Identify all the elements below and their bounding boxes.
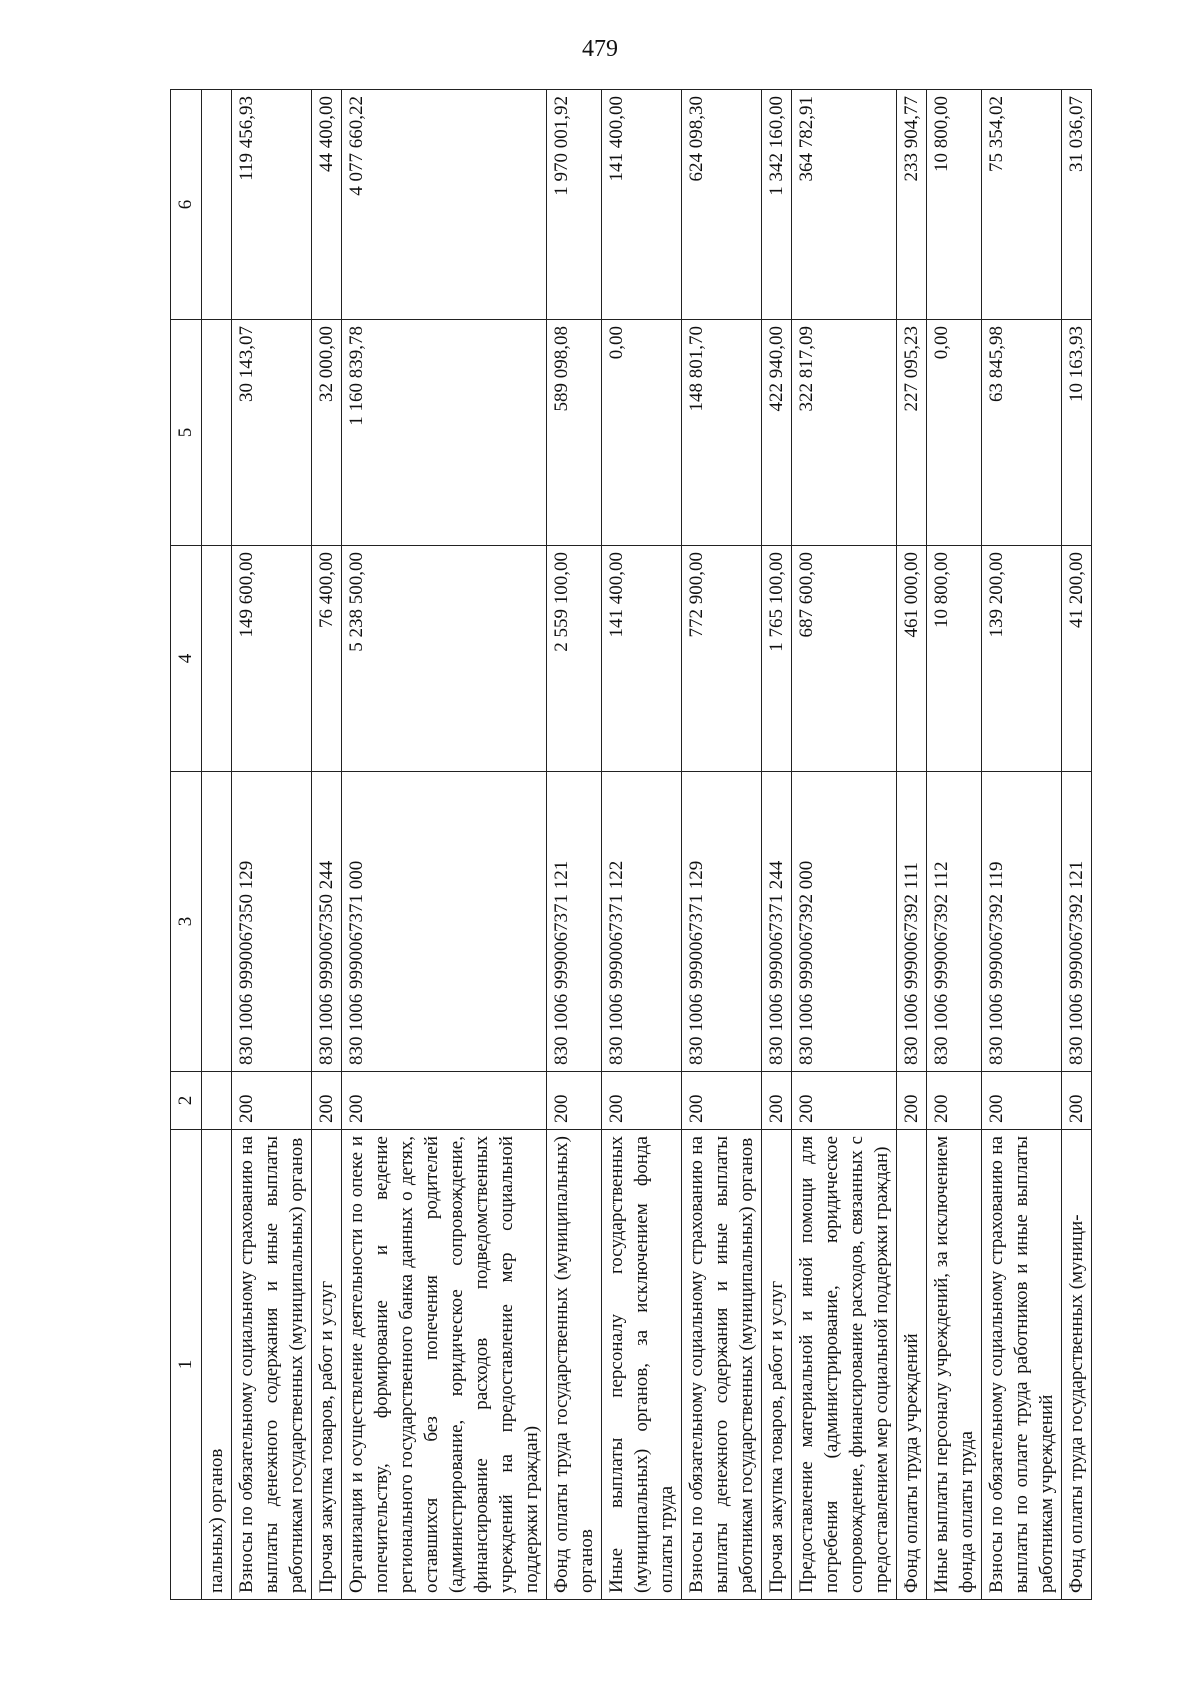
row-executed: 227 095,23 [897,320,927,546]
page-number: 479 [582,36,618,62]
table-row [232,90,312,1600]
header-row [171,90,202,1600]
budget-table-rotated [170,90,1120,1600]
row-unexecuted: 624 098,30 [682,90,762,320]
col-header-4: 4 [171,546,202,772]
row-budget-code: 830 1006 9990067350 244 [312,772,342,1072]
table-row [202,90,232,1600]
table-row [342,90,547,1600]
col-header-3: 3 [171,772,202,1072]
table-row [602,90,682,1600]
row-executed: 322 817,09 [792,320,897,546]
row-budget-code: 830 1006 9990067392 119 [982,772,1062,1072]
row-unexecuted: 233 904,77 [897,90,927,320]
row-line-code: 200 [232,1072,312,1130]
row-budget-code: 830 1006 9990067371 129 [682,772,762,1072]
row-line-code: 200 [682,1072,762,1130]
row-description: пальных) органов [202,1130,232,1600]
row-unexecuted: 44 400,00 [312,90,342,320]
row-description: Фонд оплаты труда государственных (муници- [1062,1130,1092,1600]
table-row [1062,90,1092,1600]
row-unexecuted: 75 354,02 [982,90,1062,320]
table-row [762,90,792,1600]
row-budget-code: 830 1006 9990067392 112 [927,772,982,1072]
row-unexecuted: 1 342 160,00 [762,90,792,320]
table-row [982,90,1062,1600]
row-description: Взносы по обязательному социальному страхованию на выплаты денежного содержания и иные выплаты работникам государственных (муниципальных) органов [682,1130,762,1600]
budget-table [170,89,1092,1600]
row-executed: 148 801,70 [682,320,762,546]
row-approved: 139 200,00 [982,546,1062,772]
row-line-code: 200 [897,1072,927,1130]
row-approved: 149 600,00 [232,546,312,772]
row-approved: 687 600,00 [792,546,897,772]
row-line-code: 200 [547,1072,602,1130]
row-executed: 1 160 839,78 [342,320,547,546]
row-line-code: 200 [1062,1072,1092,1130]
row-executed: 0,00 [927,320,982,546]
col-header-1: 1 [171,1130,202,1600]
row-unexecuted: 10 800,00 [927,90,982,320]
row-approved: 141 400,00 [602,546,682,772]
row-executed: 63 845,98 [982,320,1062,546]
table-row [927,90,982,1600]
row-description: Взносы по обязательному социальному страхованию на выплаты денежного содержания и иные выплаты работникам государственных (муниципальных) органов [232,1130,312,1600]
table-row [547,90,602,1600]
row-executed: 30 143,07 [232,320,312,546]
row-unexecuted: 364 782,91 [792,90,897,320]
row-unexecuted [202,90,232,320]
row-executed [202,320,232,546]
row-unexecuted: 4 077 660,22 [342,90,547,320]
row-line-code: 200 [602,1072,682,1130]
col-header-6: 6 [171,90,202,320]
row-unexecuted: 119 456,93 [232,90,312,320]
col-header-5: 5 [171,320,202,546]
row-budget-code: 830 1006 9990067371 000 [342,772,547,1072]
row-line-code: 200 [762,1072,792,1130]
row-approved: 76 400,00 [312,546,342,772]
table-row [312,90,342,1600]
row-approved: 461 000,00 [897,546,927,772]
row-unexecuted: 1 970 001,92 [547,90,602,320]
row-line-code: 200 [927,1072,982,1130]
row-budget-code: 830 1006 9990067371 121 [547,772,602,1072]
row-line-code [202,1072,232,1130]
row-budget-code: 830 1006 9990067371 244 [762,772,792,1072]
row-approved: 41 200,00 [1062,546,1092,772]
row-budget-code: 830 1006 9990067392 121 [1062,772,1092,1072]
row-unexecuted: 31 036,07 [1062,90,1092,320]
row-description: Взносы по обязательному социальному страхованию на выплаты по оплате труда работников и иные выплаты работникам учреждений [982,1130,1062,1600]
row-executed: 422 940,00 [762,320,792,546]
row-approved: 1 765 100,00 [762,546,792,772]
row-unexecuted: 141 400,00 [602,90,682,320]
row-description: Иные выплаты персоналу государственных (муниципальных) органов, за исключением фонда оплаты труда [602,1130,682,1600]
col-header-2: 2 [171,1072,202,1130]
row-line-code: 200 [982,1072,1062,1130]
row-line-code: 200 [792,1072,897,1130]
row-executed: 10 163,93 [1062,320,1092,546]
row-description: Фонд оплаты труда учреждений [897,1130,927,1600]
row-approved: 2 559 100,00 [547,546,602,772]
row-approved: 5 238 500,00 [342,546,547,772]
row-budget-code: 830 1006 9990067392 000 [792,772,897,1072]
table-row [897,90,927,1600]
row-budget-code: 830 1006 9990067350 129 [232,772,312,1072]
row-executed: 589 098,08 [547,320,602,546]
row-budget-code: 830 1006 9990067371 122 [602,772,682,1072]
row-budget-code [202,772,232,1072]
row-description: Предоставление материальной и иной помощи для погребения (администрирование, юридическое сопровождение, финансирование расходов, связанных с предоставлением мер социальной поддержки граждан) [792,1130,897,1600]
row-line-code: 200 [342,1072,547,1130]
row-budget-code: 830 1006 9990067392 111 [897,772,927,1072]
row-line-code: 200 [312,1072,342,1130]
row-description: Прочая закупка товаров, работ и услуг [762,1130,792,1600]
row-description: Фонд оплаты труда государственных (муниципальных) органов [547,1130,602,1600]
row-approved [202,546,232,772]
row-description: Организация и осуществление деятельности по опеке и попечительству, формирование и ведение регионального государственного банка данных о детях, оставшихся без попечения родителей (администрирование, юридическое сопровождение, финансирование расходов подведомственных учреждений на предоставление мер социальной поддержки граждан) [342,1130,547,1600]
row-approved: 772 900,00 [682,546,762,772]
row-description: Иные выплаты персоналу учреждений, за исключением фонда оплаты труда [927,1130,982,1600]
row-executed: 0,00 [602,320,682,546]
row-approved: 10 800,00 [927,546,982,772]
row-description: Прочая закупка товаров, работ и услуг [312,1130,342,1600]
row-executed: 32 000,00 [312,320,342,546]
table-row [682,90,762,1600]
table-row [792,90,897,1600]
